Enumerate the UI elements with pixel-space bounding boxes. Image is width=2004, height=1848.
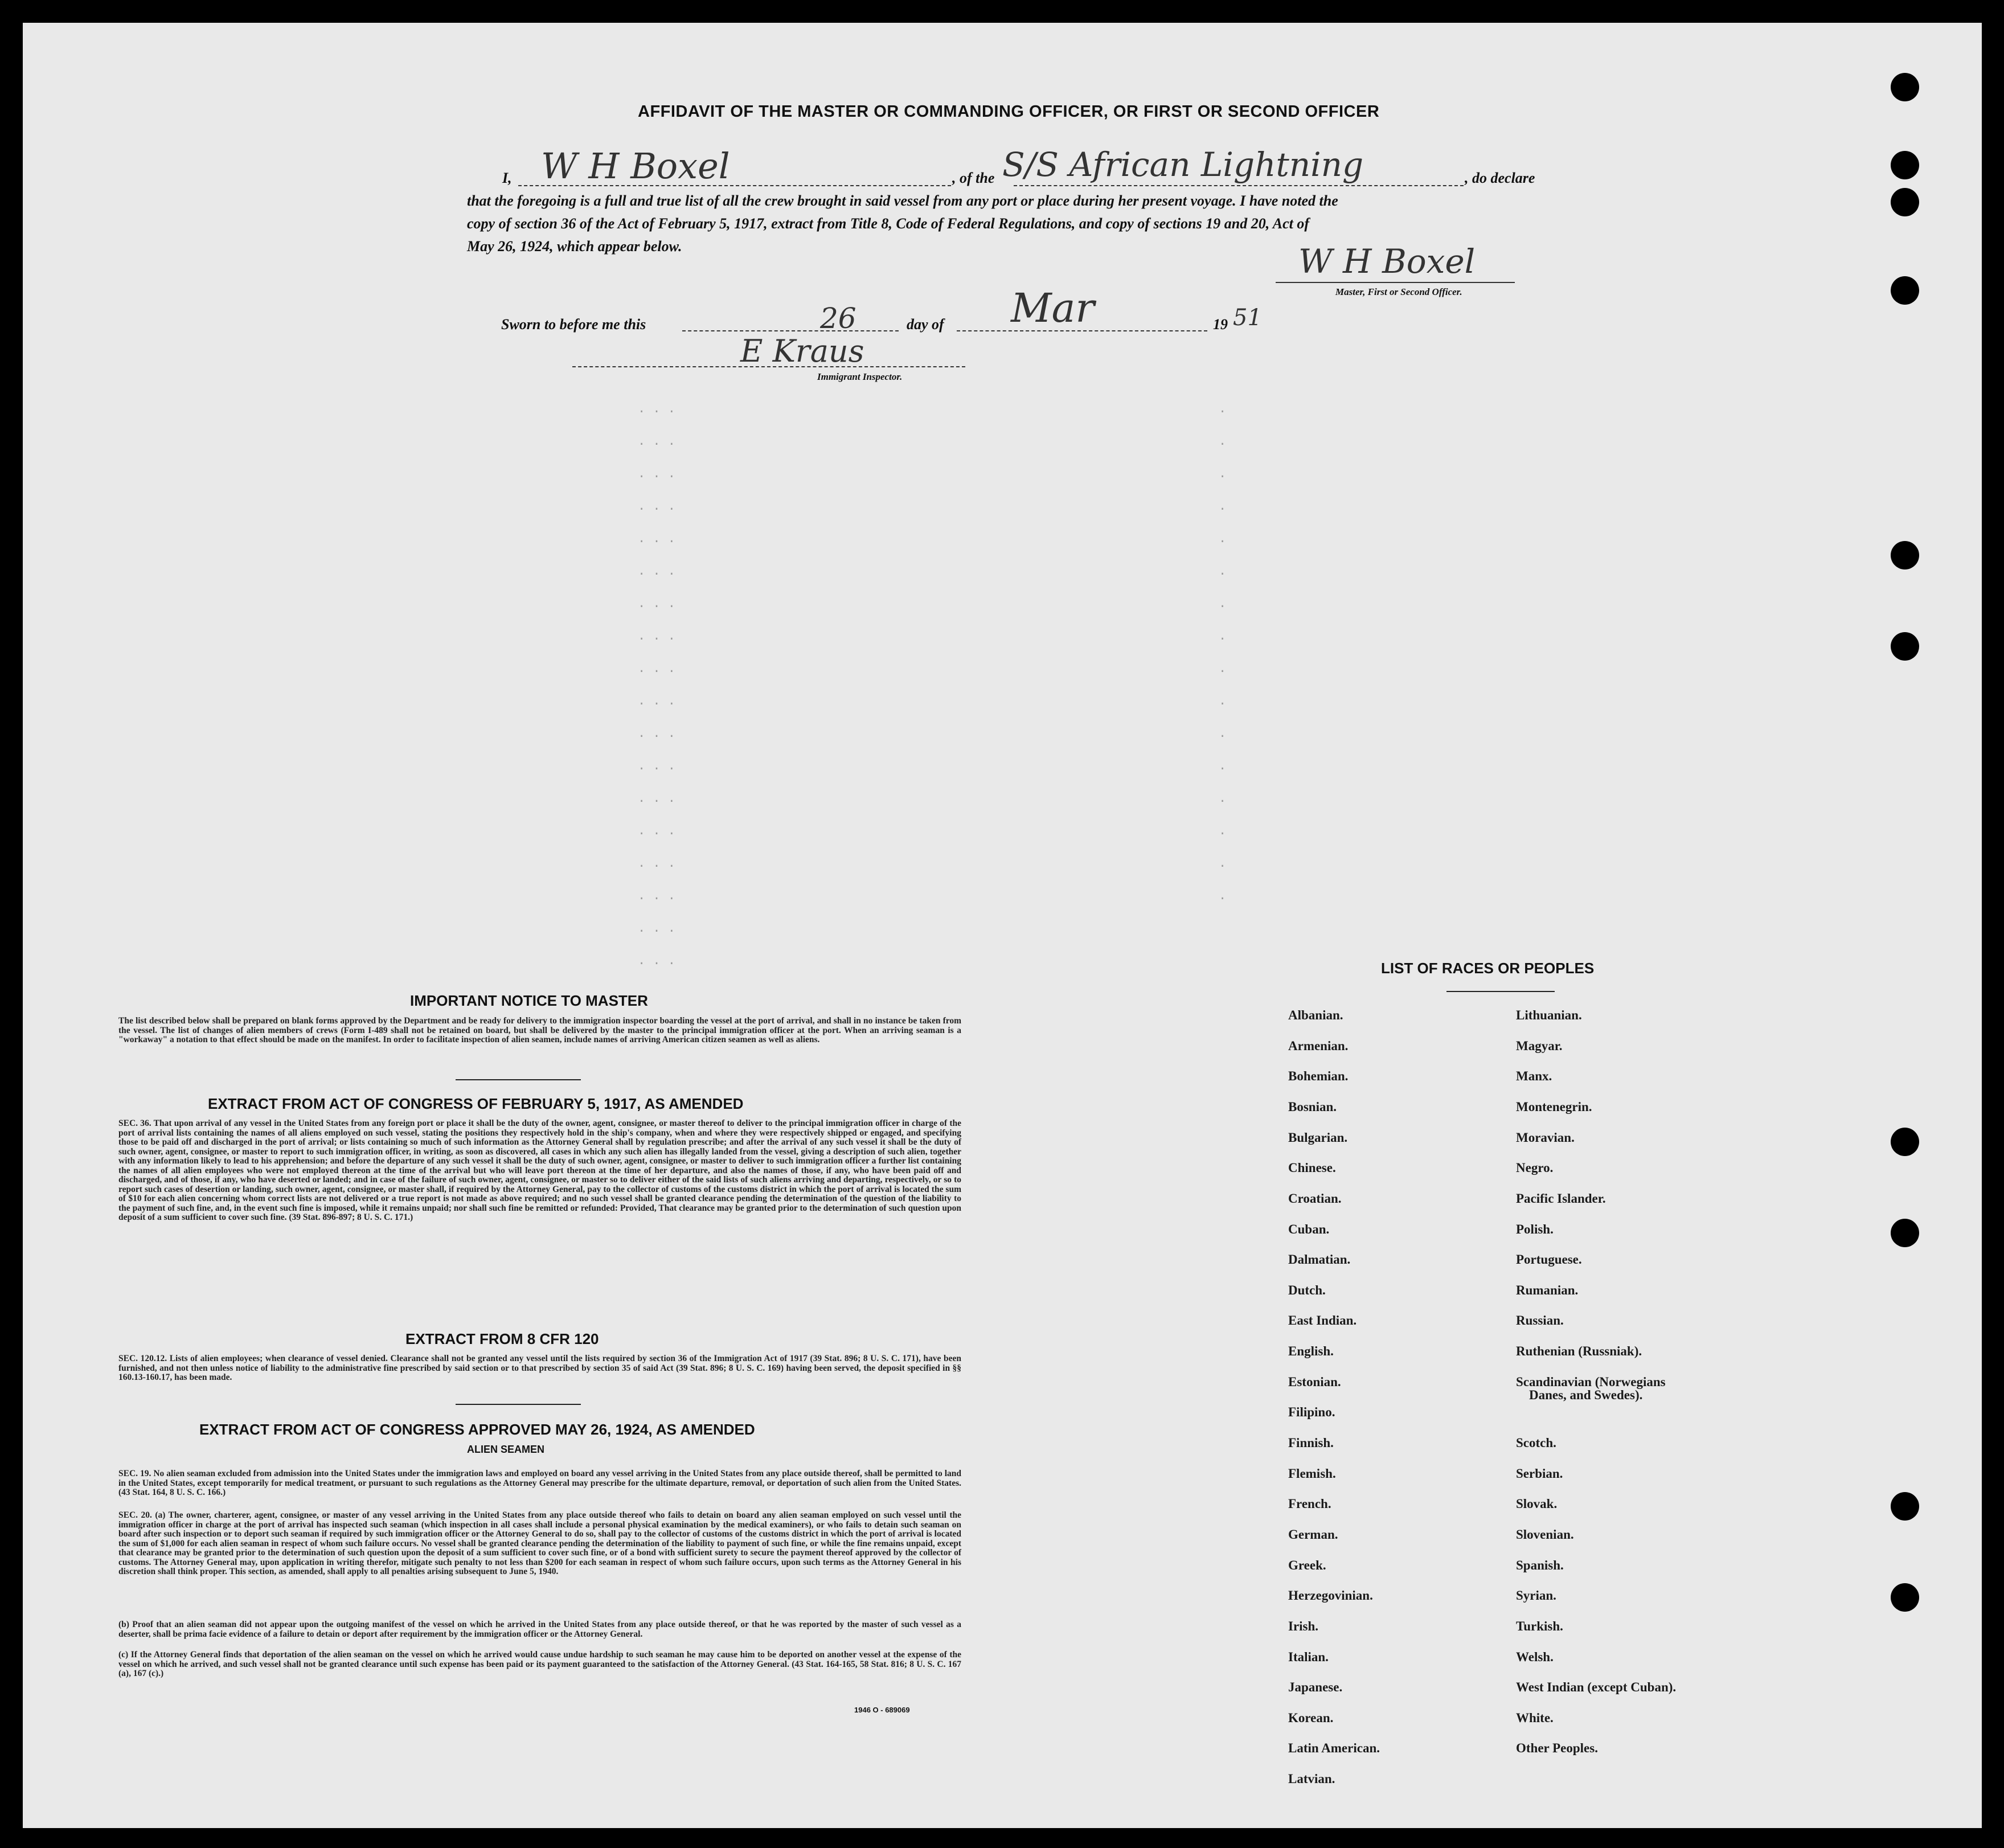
race-item: Slovenian. — [1516, 1527, 1574, 1542]
inspector-signature-handwritten: E Kraus — [740, 333, 864, 369]
punch-hole — [1891, 1492, 1919, 1521]
extract-1924-sec19: SEC. 19. No alien seaman excluded from admission into the United States under the immigration laws and employed on board any vessel arriving in the United States from any place outside thereof, shall be permitted to land in the United States, except temporarily for medical treatment, or pursuant to such regulations as the Attorney General may prescribe for the ultimate departure, removal, or deportation of such alien from the United States. (43 Stat. 164, 8 U. S. C. 166.) — [118, 1469, 961, 1497]
extract-1924-sec20b: (b) Proof that an alien seaman did not appear upon the outgoing manifest of the vessel on which he arrived in the United States from any place outside thereof, or that he was reported by the master of such vessel as a deserter, shall be prima facie evidence of a failure to detain or deport after requirement by the immigration officer or the Attorney General. — [118, 1620, 961, 1639]
race-item: Bulgarian. — [1288, 1130, 1348, 1145]
race-item: Japanese. — [1288, 1680, 1343, 1694]
year-prefix: 19 — [1213, 316, 1228, 333]
divider — [1446, 991, 1555, 992]
race-item: German. — [1288, 1527, 1338, 1542]
race-item: Spanish. — [1516, 1558, 1564, 1572]
race-item: Bohemian. — [1288, 1069, 1349, 1083]
notice-text: The list described below shall be prepared on blank forms approved by the Department and be ready for delivery to the immigration inspector boarding the vessel at the port of arrival, and shall in no instance be taken from the vessel. The list of changes of alien members of crews (Form I-489 shall not be retained on board, but shall be delivered by the master to the principal immigration officer at the port. When an arriving seaman is a "workaway" a notation to that effect should be made on the manifest. In order to facilitate inspection of alien seamen, include names of arriving American citizen seamen as well as aliens. — [118, 1016, 961, 1044]
race-item: Scandinavian (Norwegians — [1516, 1375, 1666, 1389]
race-item: Estonian. — [1288, 1375, 1341, 1389]
do-declare-label: , do declare — [1465, 170, 1535, 186]
race-item: Cuban. — [1288, 1222, 1330, 1236]
race-item: Armenian. — [1288, 1039, 1349, 1053]
affidavit-i-label: I, — [502, 170, 512, 186]
race-item: Portuguese. — [1516, 1252, 1582, 1267]
punch-hole — [1891, 1219, 1919, 1247]
race-item: Manx. — [1516, 1069, 1552, 1083]
race-item: Dutch. — [1288, 1283, 1326, 1297]
extract-cfr-text: SEC. 120.12. Lists of alien employees; when clearance of vessel denied. Clearance shall not be granted any vessel until the lists required by section 36 of the Immigration Act of 1917 (39 Stat. 896; 8 U. S. C. 171), have been furnished, and not then unless notice of liability to the administrative fine prescribed by said section or to that prescribed by section 35 of said Act (39 Stat. 896; 8 U. S. C. 169) having been served, the deposit specified in §§ 160.13-160.17, has been made. — [118, 1354, 961, 1382]
race-item: Syrian. — [1516, 1588, 1556, 1603]
print-code: 1946 O - 689069 — [854, 1706, 910, 1714]
race-item: Filipino. — [1288, 1405, 1335, 1419]
extract-1924-sec20a: SEC. 20. (a) The owner, charterer, agent, consignee, or master of any vessel arriving in the United States from any place outside thereof who fails to detain on board any alien seaman employed on such vessel until the immigration officer in charge at the port of arrival has inspected such seaman (which inspection in all cases shall include a personal physical examination by the medical examiners), or who fails to detain such seaman on board after such inspection or to deport such seaman if required by such immigration officer or the Attorney General to do so, shall pay to the collector of customs of the customs district in which the port of arrival is located the sum of $1,000 for each alien seaman in respect of whom such failure occurs. No vessel shall be granted clearance pending the determination of the liability to payment of such fine, or while the fine remains unpaid, except that clearance may be granted prior to the determination of such question upon the deposit of a sum sufficient to cover such fine, or of a bond with sufficient surety to secure the payment thereof approved by the collector of customs. The Attorney General may, upon application in writing therefor, mitigate such penalty to not less than $200 for each seaman in respect of whom such failure occurs, upon such terms as the Attorney General in his discretion shall think proper. This section, as amended, shall apply to all penalties arising subsequent to June 5, 1940. — [118, 1510, 961, 1576]
affidavit-title: AFFIDAVIT OF THE MASTER OR COMMANDING OFFICER, OR FIRST OR SECOND OFFICER — [638, 103, 1380, 121]
inspector-caption: Immigrant Inspector. — [817, 371, 903, 382]
races-title: LIST OF RACES OR PEOPLES — [1381, 960, 1595, 977]
sworn-day-line — [682, 330, 899, 331]
day-of-label: day of — [907, 316, 944, 333]
race-item: Irish. — [1288, 1619, 1319, 1633]
race-item: Lithuanian. — [1516, 1008, 1582, 1022]
race-item: Dalmatian. — [1288, 1252, 1351, 1267]
bleed-through-marks: . . . . . . . . . . . . . . . . . . . . . . . . . . . . . . . . . . . . . . . . . . . . . . . . . . . . . . — [638, 402, 676, 968]
race-item: Magyar. — [1516, 1039, 1563, 1053]
vessel-name-handwritten: S/S African Lightning — [1002, 145, 1364, 184]
race-item: Turkish. — [1516, 1619, 1563, 1633]
extract-1924-sec20c: (c) If the Attorney General finds that deportation of the alien seaman on the vessel on which he arrived would cause undue hardship to such seaman he may cause him to be deported on another vessel at the expense of the vessel on which he arrived, and such vessel shall not be granted clearance until such expense has been paid or its payment guaranteed to the satisfaction of the Attorney General. (43 Stat. 164-165, 58 Stat. 816; 8 U. S. C. 167 (a), 167 (c).) — [118, 1650, 961, 1678]
race-item: Greek. — [1288, 1558, 1326, 1572]
sworn-label: Sworn to before me this — [501, 316, 646, 333]
race-item: French. — [1288, 1497, 1331, 1511]
punch-hole — [1891, 151, 1919, 179]
race-item: Bosnian. — [1288, 1100, 1337, 1114]
punch-hole — [1891, 73, 1919, 101]
race-item: English. — [1288, 1344, 1334, 1358]
signature-line — [1276, 282, 1515, 283]
race-item: East Indian. — [1288, 1313, 1357, 1327]
race-item: Danes, and Swedes). — [1529, 1388, 1643, 1402]
race-item: Montenegrin. — [1516, 1100, 1592, 1114]
race-item: Serbian. — [1516, 1466, 1563, 1481]
punch-hole — [1891, 541, 1919, 569]
divider — [456, 1079, 581, 1080]
vessel-line — [1014, 185, 1464, 186]
divider — [456, 1404, 581, 1405]
race-item: Italian. — [1288, 1650, 1329, 1664]
punch-hole — [1891, 1583, 1919, 1612]
race-item: Albanian. — [1288, 1008, 1343, 1022]
document-page — [23, 23, 1982, 1828]
race-item: Russian. — [1516, 1313, 1564, 1327]
master-name-handwritten: W H Boxel — [541, 145, 730, 187]
race-item: Latin American. — [1288, 1741, 1380, 1755]
affidavit-body-line1: that the foregoing is a full and true list of all the crew brought in said vessel from any port or place during her present voyage. I have noted the — [467, 192, 1338, 209]
race-item: Scotch. — [1516, 1436, 1556, 1450]
race-item: Welsh. — [1516, 1650, 1554, 1664]
race-item: Slovak. — [1516, 1497, 1558, 1511]
extract-1917-text: SEC. 36. That upon arrival of any vessel in the United States from any foreign port or place it shall be the duty of the owner, agent, consignee, or master thereof to deliver to the principal immigration officer in charge of the port of arrival lists containing the names of all aliens employed on such vessel, stating the positions they respectively hold in the ship's company, when and where they were respectively shipped or engaged, and specifying those to be paid off and discharged in the port of arrival; or lists containing so much of such information as the Attorney General shall by regulation prescribe; and after the arrival of any such vessel it shall be the duty of such owner, agent, consignee, or master to report to such immigration officer, in writing, as soon as discovered, all cases in which any such alien has illegally landed from the vessel, giving a description of such alien, together with any information likely to lead to his apprehension; and before the departure of any such vessel it shall be the duty of such owner, agent, consignee, or master to deliver to such immigration officer a further list containing the names of all alien employees who were not employed thereon at the time of the arrival but who will leave port thereon at the time of her departure, and also the names of those, if any, who have been paid off and discharged, and of those, if any, who have deserted or landed; and in case of the failure of such owner, agent, consignee, or master so to deliver either of the said lists of such aliens arriving and departing, respectively, or so to report such cases of desertion or landing, such owner, agent, consignee, or master shall, if required by the Attorney General, pay to the collector of customs of the customs district in which the port of arrival is located the sum of $10 for each alien concerning whom correct lists are not delivered or a true report is not made as above required; and no such vessel shall be granted clearance pending the determination of the question of the liability to the payment of such fine, and, in the event such fine is imposed, while it remains unpaid; nor shall such fine be remitted or refunded: Provided, That clearance may be granted prior to the determination of such question upon deposit of a sum sufficient to cover such fine. (39 Stat. 896-897; 8 U. S. C. 171.) — [118, 1118, 961, 1222]
race-item: White. — [1516, 1711, 1554, 1725]
signature-caption: Master, First or Second Officer. — [1335, 286, 1462, 297]
extract-1917-title: EXTRACT FROM ACT OF CONGRESS OF FEBRUARY 5, 1917, AS AMENDED — [208, 1095, 744, 1112]
master-signature-handwritten: W H Boxel — [1298, 242, 1476, 281]
race-item: Croatian. — [1288, 1191, 1342, 1206]
extract-1924-title: EXTRACT FROM ACT OF CONGRESS APPROVED MAY 26, 1924, AS AMENDED — [199, 1421, 755, 1438]
bleed-through-marks: . . . . . . . . . . . . . . . . — [1219, 402, 1227, 903]
race-item: Finnish. — [1288, 1436, 1334, 1450]
race-item: Korean. — [1288, 1711, 1334, 1725]
affidavit-body-line3: May 26, 1924, which appear below. — [467, 238, 682, 255]
race-item: Negro. — [1516, 1161, 1554, 1175]
extract-cfr-title: EXTRACT FROM 8 CFR 120 — [405, 1330, 599, 1347]
punch-hole — [1891, 632, 1919, 661]
punch-hole — [1891, 1128, 1919, 1156]
race-item: Rumanian. — [1516, 1283, 1579, 1297]
sworn-month-handwritten: Mar — [1011, 285, 1095, 331]
race-item: Chinese. — [1288, 1161, 1336, 1175]
year-handwritten: 51 — [1233, 305, 1262, 331]
notice-title: IMPORTANT NOTICE TO MASTER — [410, 992, 648, 1009]
race-item: Other Peoples. — [1516, 1741, 1598, 1755]
punch-hole — [1891, 188, 1919, 216]
punch-hole — [1891, 276, 1919, 305]
of-the-label: , of the — [952, 170, 995, 186]
race-item: Flemish. — [1288, 1466, 1336, 1481]
race-item: Herzegovinian. — [1288, 1588, 1373, 1603]
race-item: Pacific Islander. — [1516, 1191, 1606, 1206]
race-item: Ruthenian (Russniak). — [1516, 1344, 1642, 1358]
race-item: West Indian (except Cuban). — [1516, 1680, 1677, 1694]
race-item: Latvian. — [1288, 1772, 1335, 1786]
extract-1924-subtitle: ALIEN SEAMEN — [467, 1444, 545, 1455]
affidavit-body-line2: copy of section 36 of the Act of February 5, 1917, extract from Title 8, Code of Federal Regulations, and copy of sections 19 and 20, Act of — [467, 215, 1309, 232]
race-item: Polish. — [1516, 1222, 1554, 1236]
sworn-day-handwritten: 26 — [820, 302, 856, 335]
race-item: Moravian. — [1516, 1130, 1575, 1145]
